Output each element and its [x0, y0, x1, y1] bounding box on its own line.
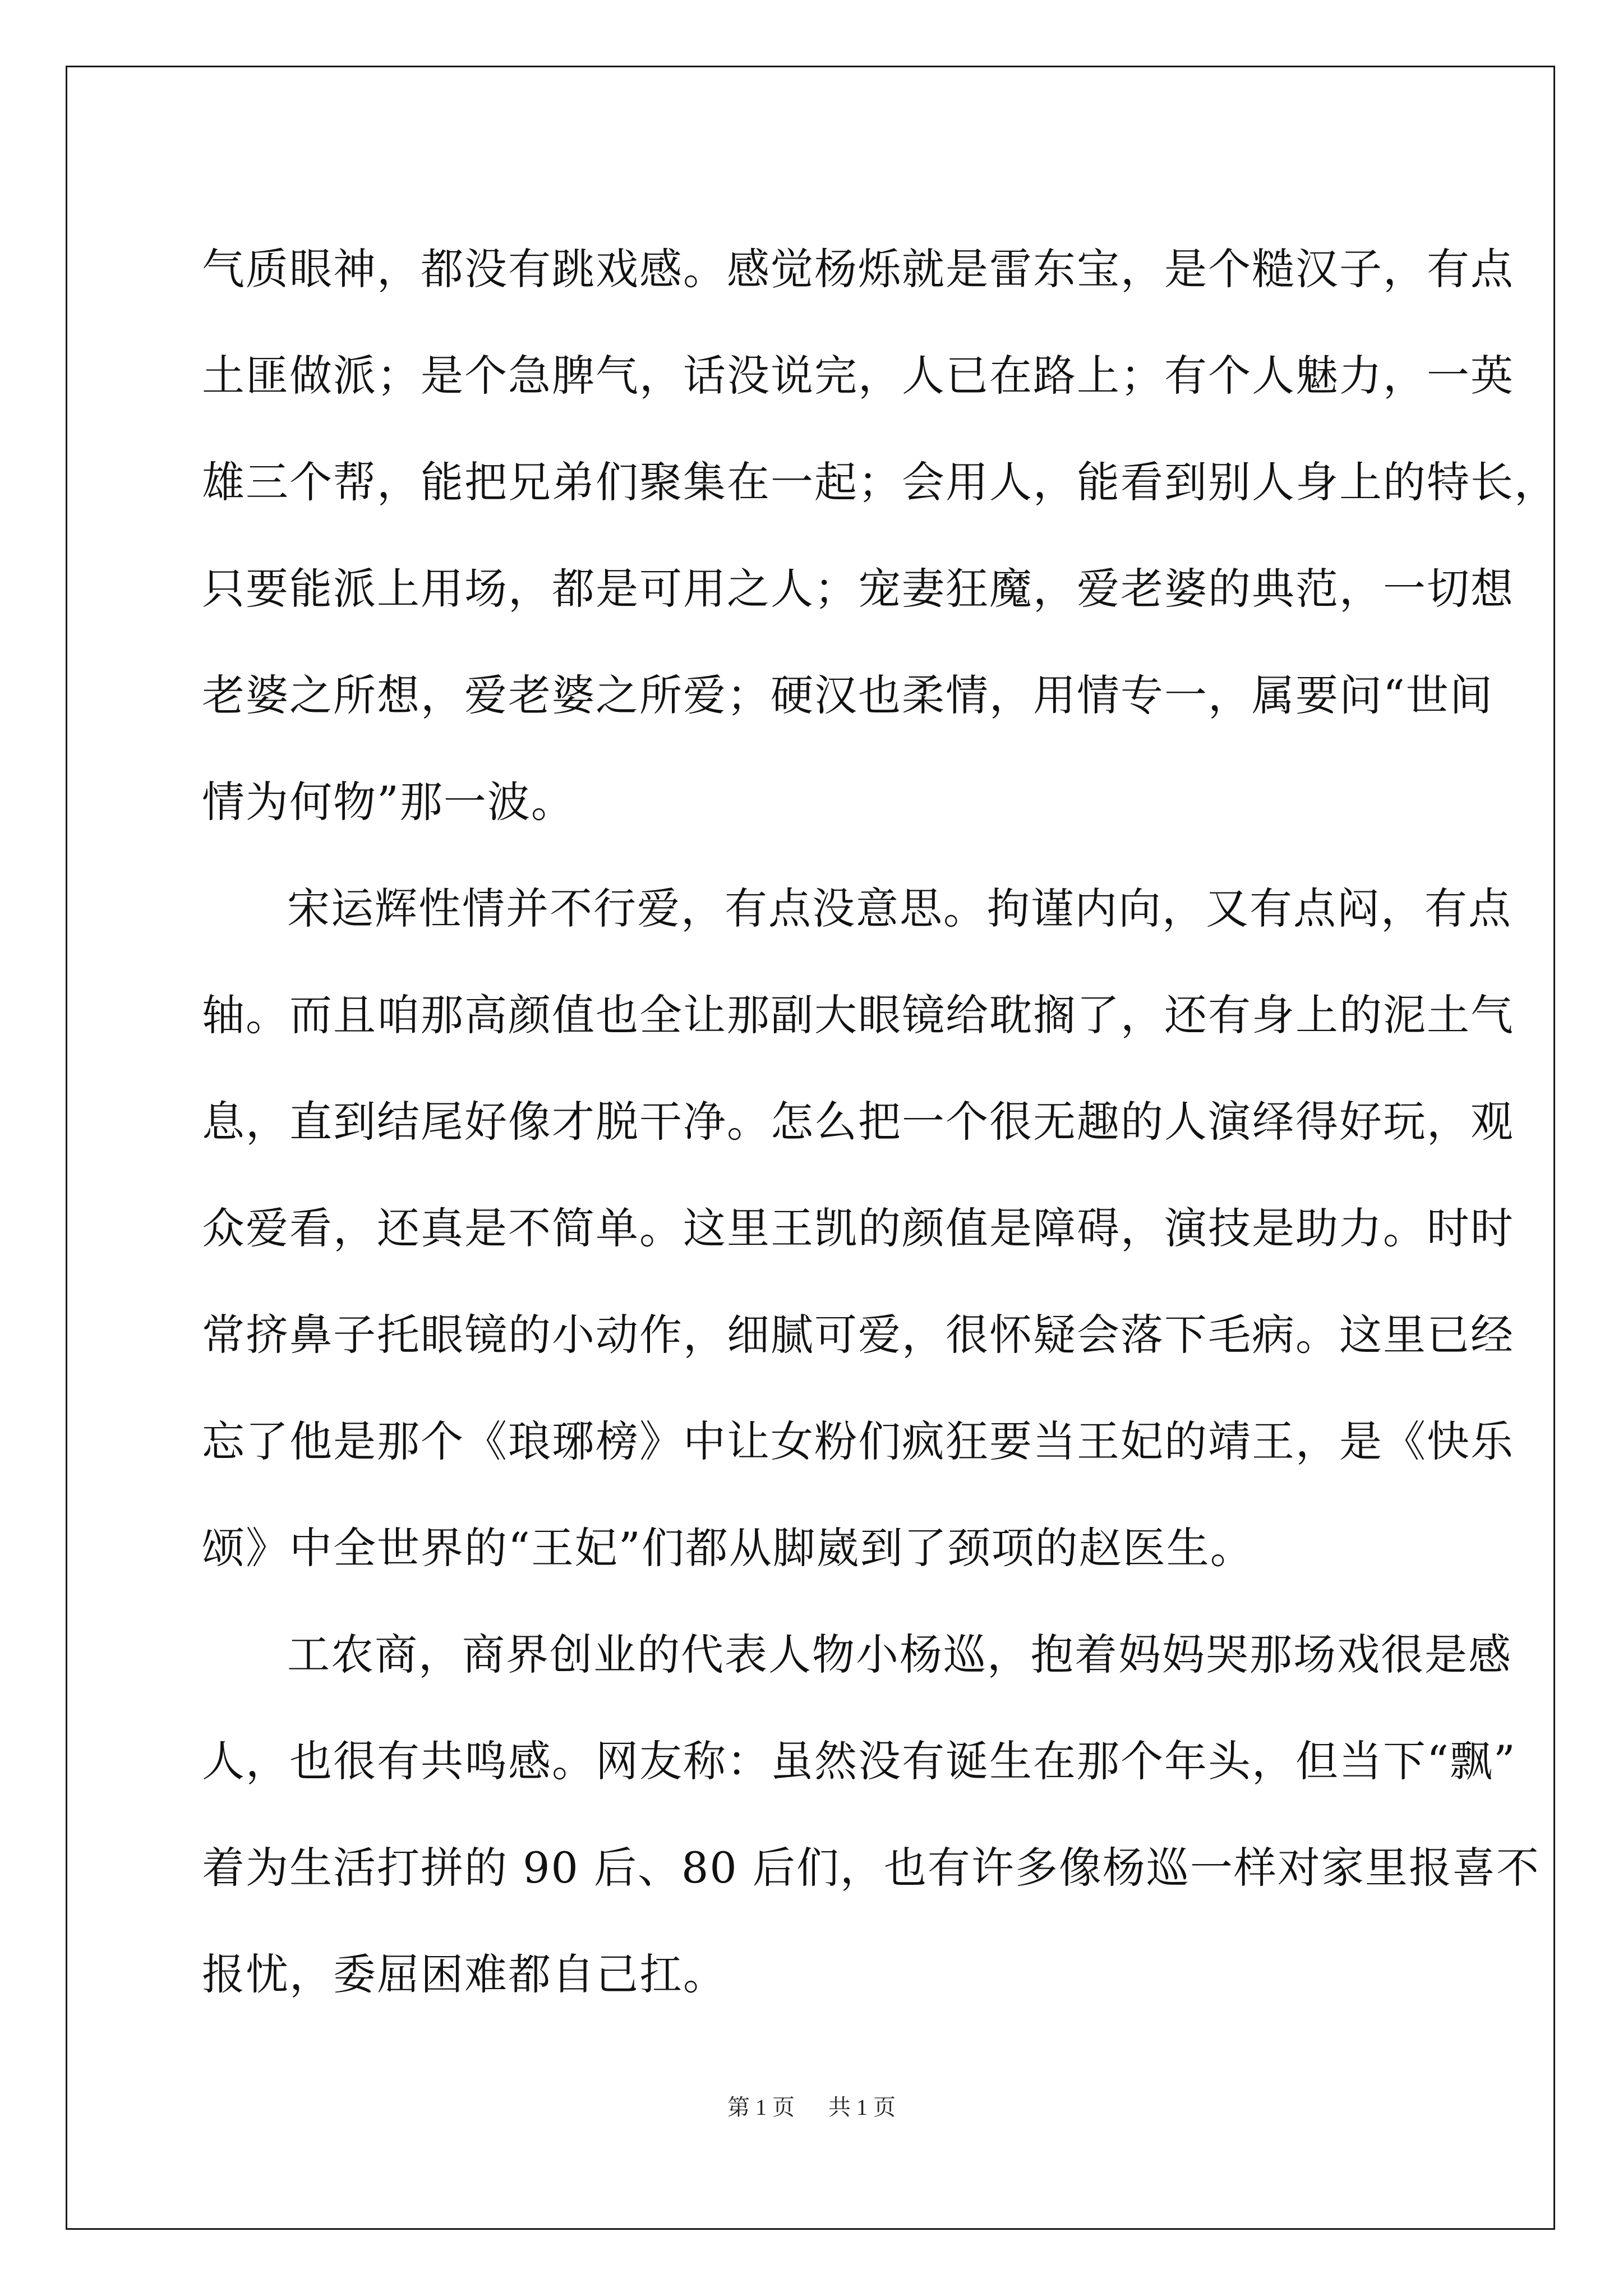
- page-number: 第 1 页: [727, 2095, 795, 2120]
- text-line: 息，直到结尾好像才脱干净。怎么把一个很无趣的人演绎得好玩，观: [202, 1097, 1514, 1147]
- page-footer: [0, 2090, 1623, 2122]
- text-line: 人，也很有共鸣感。网友称：虽然没有诞生在那个年头，但当下“飘”: [202, 1736, 1516, 1786]
- text-line: 报忧，委屈困难都自己扛。: [202, 1949, 727, 1999]
- text-line: 只要能派上用场，都是可用之人；宠妻狂魔，爱老婆的典范，一切想: [202, 564, 1514, 614]
- document-body: [202, 216, 1558, 2028]
- paragraph-3: [202, 1602, 1540, 2028]
- text-line: 轴。而且咱那高颜值也全让那副大眼镜给耽搁了，还有身上的泥土气: [202, 990, 1514, 1040]
- page-total: 共 1 页: [828, 2095, 896, 2120]
- text-line: 忘了他是那个《琅琊榜》中让女粉们疯狂要当王妃的靖王，是《快乐: [202, 1416, 1514, 1466]
- text-line: 常挤鼻子托眼镜的小动作，细腻可爱，很怀疑会落下毛病。这里已经: [202, 1310, 1514, 1360]
- text-line: 宋运辉性情并不行爱，有点没意思。拘谨内向，又有点闷，有点: [287, 884, 1512, 933]
- text-line: 雄三个帮，能把兄弟们聚集在一起；会用人，能看到别人身上的特长，: [202, 457, 1558, 507]
- paragraph-2: [202, 855, 1514, 1602]
- text-line: 老婆之所想，爱老婆之所爱；硬汉也柔情，用情专一，属要问“世间: [202, 670, 1493, 720]
- text-line: 情为何物”那一波。: [202, 777, 575, 827]
- text-line: 颂》中全世界的“王妃”们都从脚崴到了颈项的赵医生。: [202, 1523, 1254, 1573]
- text-line: 着为生活打拼的 90 后、80 后们，也有许多像杨巡一样对家里报喜不: [202, 1843, 1540, 1893]
- text-line: 土匪做派；是个急脾气，话没说完，人已在路上；有个人魅力，一英: [202, 351, 1514, 401]
- text-line: 众爱看，还真是不简单。这里王凯的颜值是障碍，演技是助力。时时: [202, 1203, 1514, 1253]
- text-line: 工农商，商界创业的代表人物小杨巡，抱着妈妈哭那场戏很是感: [287, 1630, 1512, 1680]
- text-line: 气质眼神，都没有跳戏感。感觉杨烁就是雷东宝，是个糙汉子，有点: [202, 244, 1514, 294]
- paragraph-1: [202, 216, 1558, 855]
